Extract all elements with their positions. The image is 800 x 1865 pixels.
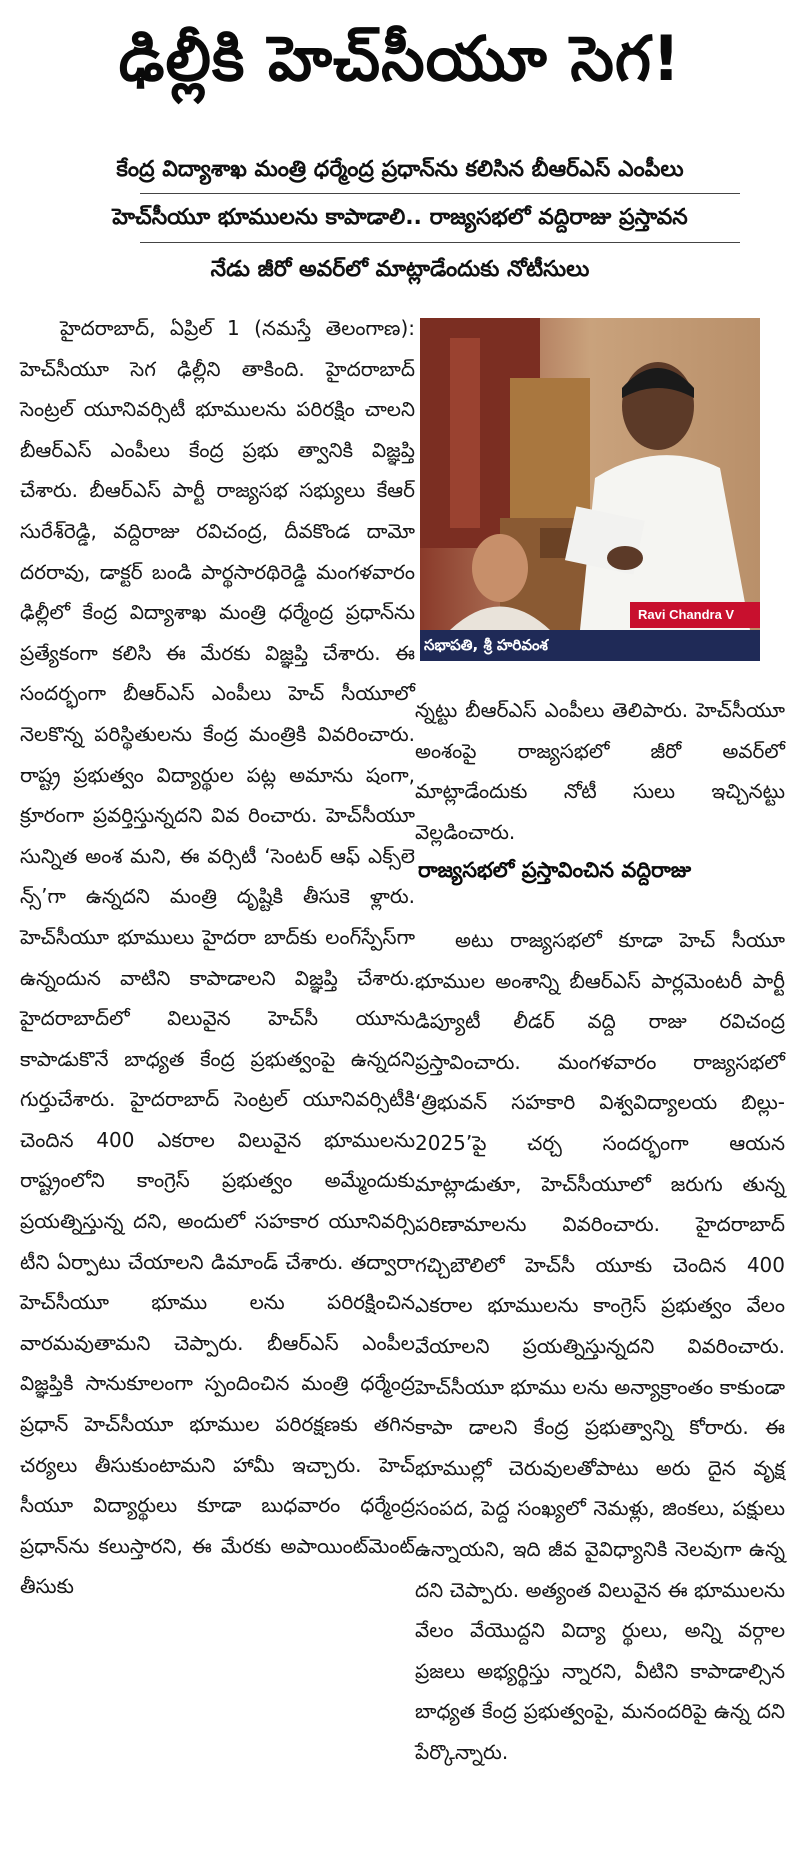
news-photo [420, 318, 760, 661]
subheading-1: కేంద్ర విద్యాశాఖ మంత్రి ధర్మేంద్ర ప్రధాన్‌ను కలిసిన బీఆర్‌ఎస్‌ ఎంపీలు [116, 157, 684, 182]
subheading-3: నేడు జీరో అవర్‌లో మాట్లాడేందుకు నోటీసులు [210, 257, 590, 282]
speaker-name-caption: Ravi Chandra V [630, 602, 760, 628]
divider-2 [140, 242, 740, 243]
chairman-caption: సభాపతి, శ్రీ హరివంశ [420, 630, 760, 661]
section-heading: రాజ్యసభలో ప్రస్తావించిన వద్దిరాజు [418, 858, 692, 882]
page-headline: ఢిల్లీకి హెచ్‌సీయూ సెగ! [118, 22, 682, 95]
divider-1 [140, 193, 740, 194]
article-left-column [20, 308, 415, 1853]
article-right-top-text: న్నట్టు బీఆర్‌ఎస్‌ ఎంపీలు తెలిపారు. హెచ్‌సీయూ అంశంపై రాజ్యసభలో జీరో అవర్‌లో మాట్లాడేందుకు నోటీ సులు ఇచ్చినట్టు వెల్లడించారు. [415, 698, 785, 844]
article-left-text: హైదరాబాద్‌, ఏప్రిల్‌ 1 (నమస్తే తెలంగాణ): హెచ్‌సీయూ సెగ ఢిల్లీని తాకింది. హైదరాబాద్‌ సెంట్రల్‌ యూనివర్సిటీ భూములను పరిరక్షిం చాలని బీఆర్‌ఎస్‌ ఎంపీలు కేంద్ర ప్రభు త్వానికి విజ్ఞప్తి చేశారు. బీఆర్‌ఎస్‌ పార్టీ రాజ్యసభ సభ్యులు కేఆర్‌ సురేశ్‌రెడ్డి, వద్దిరాజు రవిచంద్ర, దీవకొండ దామో దరరావు, డాక్టర్‌ బండి పార్థసారథిరెడ్డి మంగళవారం ఢిల్లీలో కేంద్ర విద్యాశాఖ మంత్రి ధర్మేంద్ర ప్రధాన్‌ను ప్రత్యేకంగా కలిసి ఈ మేరకు విజ్ఞప్తి చేశారు. ఈ సందర్భంగా బీఆర్‌ఎస్‌ ఎంపీలు హెచ్‌ సీయూలో నెలకొన్న పరిస్థితులను కేంద్ర మంత్రికి వివరించారు. రాష్ట్ర ప్రభుత్వం విద్యార్థుల పట్ల అమాను షంగా, క్రూరంగా ప్రవర్తిస్తున్నదని వివ రించారు. హెచ్‌సీయూ సున్నిత అంశ మని, ఈ వర్సిటీ ‘సెంటర్‌ ఆఫ్‌ ఎక్స్‌లె న్స్‌’గా ఉన్నదని మంత్రి దృష్టికి తీసుకె ళ్లారు. హెచ్‌సీయూ భూములు హైదరా బాద్‌కు లంగ్‌స్పేస్‌గా ఉన్నందున వాటిని కాపాడాలని విజ్ఞప్తి చేశారు. హైదరాబాద్‌లో విలువైన హెచ్‌సీ యూను కాపాడుకొనే బాధ్యత కేంద్ర ప్రభుత్వంపై ఉన్నదని గుర్తుచేశారు. హైదరాబాద్‌ సెంట్రల్‌ యూనివర్సిటీకి చెందిన 400 ఎకరాల విలువైన భూములను రాష్ట్రంలోని కాంగ్రెస్‌ ప్రభుత్వం అమ్మేందుకు ప్రయత్నిస్తున్న దని, అందులో సహకార యూనివర్సి టీని ఏర్పాటు చేయాలని డిమాండ్‌ చేశారు. తద్వారా హెచ్‌సీయూ భూము లను పరిరక్షించిన వారమవుతామని చెప్పారు. బీఆర్‌ఎస్‌ ఎంపీల విజ్ఞప్తికి సానుకూలంగా స్పందించిన మంత్రి ధర్మేంద్ర ప్రధాన్‌ హెచ్‌సీయూ భూముల పరిరక్షణకు తగిన చర్యలు తీసుకుంటామని హామీ ఇచ్చారు. హెచ్‌ సీయూ విద్యార్థులు కూడా బుధవారం ధర్మేంద్ర ప్రధాన్‌ను కలుస్తారని, ఈ మేరకు అపాయింట్‌మెంట్‌ తీసుకు [20, 316, 415, 1599]
article-right-column-bottom [415, 920, 785, 1850]
subheading-2: హెచ్‌సీయూ భూములను కాపాడాలి.. రాజ్యసభలో వద్దిరాజు ప్రస్తావన [112, 205, 688, 230]
article-right-bottom-text: అటు రాజ్యసభలో కూడా హెచ్‌ సీయూ భూముల అంశాన్ని బీఆర్‌ఎస్‌ పార్లమెంటరీ పార్టీ డిప్యూటీ లీడర్‌ వద్ది రాజు రవిచంద్ర ప్రస్తావించారు. మంగళవారం రాజ్యసభలో ‘త్రిభువన్‌ సహకారి విశ్వవిద్యాలయ బిల్లు- 2025’పై చర్చ సందర్భంగా ఆయన మాట్లాడుతూ, హెచ్‌సీయూలో జరుగు తున్న పరిణామాలను వివరించారు. హైదరాబాద్‌ గచ్చిబౌలిలో హెచ్‌సీ యూకు చెందిన 400 ఎకరాల భూములను కాంగ్రెస్‌ ప్రభుత్వం వేలం వేయాలని ప్రయత్నిస్తున్నదని వివరించారు. హెచ్‌సీయూ భూము లను అన్యాక్రాంతం కాకుండా కాపా డాలని కేంద్ర ప్రభుత్వాన్ని కోరారు. ఈ భూముల్లో చెరువులతోపాటు అరు దైన వృక్ష సంపద, పెద్ద సంఖ్యలో నెమళ్లు, జింకలు, పక్షులు ఉన్నాయని, ఇది జీవ వైవిధ్యానికి నెలవుగా ఉన్న దని చెప్పారు. అత్యంత విలువైన ఈ భూములను వేలం వేయొద్దని విద్యా ర్థులు, అన్ని వర్గాల ప్రజలు అభ్యర్థిస్తు న్నారని, వీటిని కాపాడాల్సిన బాధ్యత కేంద్ర ప్రభుత్వంపై, మనందరిపై ఉన్న దని పేర్కొన్నారు. [415, 928, 785, 1764]
article-right-column-top [415, 690, 785, 844]
